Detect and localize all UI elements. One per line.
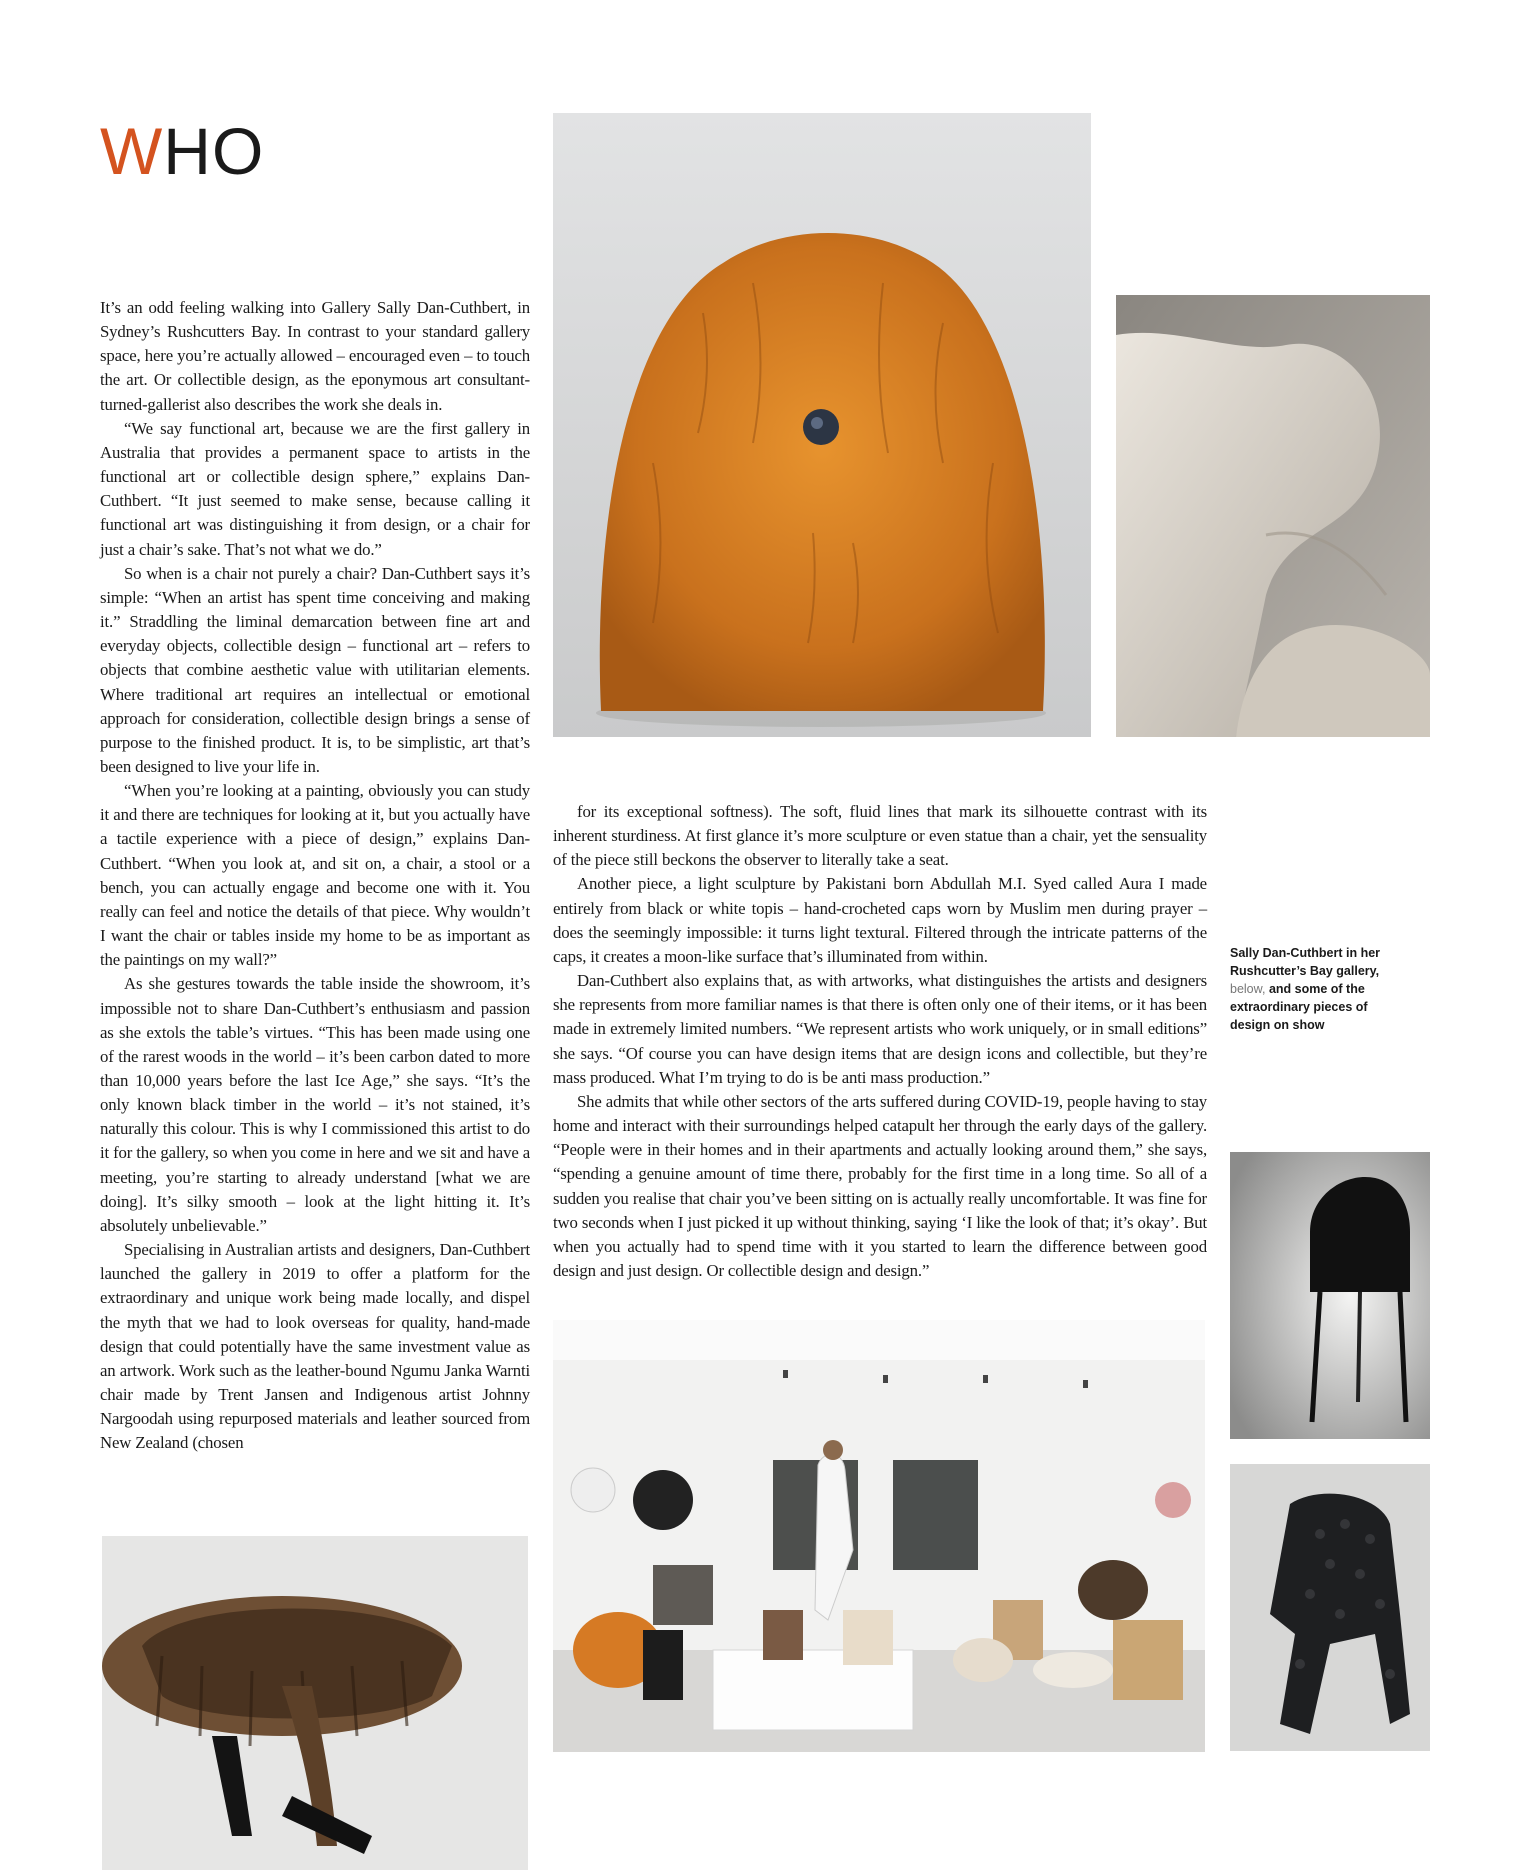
photo-black-metal-table	[1230, 1152, 1430, 1439]
photo-carved-wood-sculpture	[1116, 295, 1430, 737]
photo-gallery-interior	[553, 1320, 1205, 1752]
photo-orange-fur-chair	[553, 113, 1091, 737]
caption-bold-2: and some of the extraordinary pieces of design on show	[1230, 982, 1368, 1032]
photo-caption	[1230, 944, 1400, 1034]
article-paragraph: She admits that while other sectors of the arts suffered during COVID-19, people having to stay home and interact with their surroundings helped catapult her through the early days of the gallery. “People were in their homes and in their apartments and actually looking around them,” she says, “spending a genuine amount of time there, probably for the first time in a long time. So all of a sudden you realise that chair you’ve been sitting on is actually really uncomfortable. It was fine for two seconds when I just picked it up without thinking, saying ‘I like the look of that; it’s okay’. But when you actually had to spend time with it you started to learn the difference between good design and just design. Or collectible design and design.”	[553, 1091, 1207, 1280]
caption-bold-1: Sally Dan-Cuthbert in her Rushcutter’s Bay gallery,	[1230, 946, 1381, 978]
caption-light: below,	[1230, 982, 1266, 996]
heading-rest: HO	[163, 114, 265, 188]
article-paragraph: for its exceptional softness). The soft, fluid lines that mark its silhouette contrast with its inherent sturdiness. At first glance it’s more sculpture or even statue than a chair, yet the sensuality of the piece still beckons the observer to literally take a seat.	[553, 802, 1207, 870]
article-paragraph: “We say functional art, because we are the first gallery in Australia that provides a permanent space to artists in the functional art or collectible design sphere,” explains Dan-Cuthbert. “It just seemed to make sense, because calling it functional art was distinguishing it from design, or a chair for just a chair’s sake. That’s not what we do.”	[100, 418, 530, 559]
article-paragraph: It’s an odd feeling walking into Gallery Sally Dan-Cuthbert, in Sydney’s Rushcutters Bay. In contrast to your standard gallery space, here you’re actually allowed – encouraged even – to touch the art. Or collectible design, as the eponymous art consultant-turned-gallerist also describes the work she deals in.	[100, 298, 530, 414]
article-column-middle	[553, 800, 1207, 1283]
section-heading	[100, 114, 265, 188]
heading-accent-letter: W	[100, 114, 164, 188]
article-paragraph: As she gestures towards the table inside the showroom, it’s impossible not to share Dan-Cuthbert’s enthusiasm and passion as she extols the table’s virtues. “This has been made using one of the rarest woods in the world – it’s been carbon dated to more than 10,000 years before the last Ice Age,” she says. “It’s the only known black timber in the world – it’s not stained, it’s naturally this colour. This is why I commissioned this artist to do it for the gallery, so when you come in here and we sit and have a meeting, you’re starting to already understand [what we are doing]. It’s silky smooth – look at the light hitting it. It’s absolutely unbelievable.”	[100, 974, 530, 1235]
article-paragraph: “When you’re looking at a painting, obviously you can study it and there are techniques for looking at it, but you actually have a tactile experience with a piece of design,” explains Dan-Cuthbert. “When you look at, and sit on, a chair, a stool or a bench, you can actually engage and become one with it. You really can feel and notice the details of that piece. Why wouldn’t I want the chair or tables inside my home to be as important as the paintings on my wall?”	[100, 781, 530, 970]
article-paragraph: Dan-Cuthbert also explains that, as with artworks, what distinguishes the artists and designers she represents from more familiar names is that there is often only one of their items, or it has been made in extremely limited numbers. “We represent artists who work uniquely, or in small editions” she says. “Of course you can have design items that are design icons and collectible, but they’re mass produced. What I’m trying to do is be anti mass production.”	[553, 971, 1207, 1087]
photo-feathered-stool	[102, 1536, 528, 1870]
article-column-left	[100, 296, 530, 1456]
article-paragraph: Another piece, a light sculpture by Pakistani born Abdullah M.I. Syed called Aura I made entirely from black or white topis – hand-crocheted caps worn by Muslim men during prayer – does the seemingly impossible: it turns light textural. Filtered through the intricate patterns of the caps, it creates a moon-like surface that’s illuminated from within.	[553, 874, 1207, 966]
article-paragraph: Specialising in Australian artists and designers, Dan-Cuthbert launched the gallery in 2019 to offer a platform for the extraordinary and unique work being made locally, and dispel the myth that we had to look overseas for quality, hand-made design that could potentially have the same investment value as an artwork. Work such as the leather-bound Ngumu Janka Warnti chair made by Trent Jansen and Indigenous artist Johnny Nargoodah using repurposed materials and leather sourced from New Zealand (chosen	[100, 1240, 530, 1453]
article-paragraph: So when is a chair not purely a chair? Dan-Cuthbert says it’s simple: “When an artist has spent time conceiving and making it.” Straddling the liminal demarcation between fine art and everyday objects, collectible design – functional art – refers to objects that combine aesthetic value with utilitarian elements. Where traditional art requires an intellectual or emotional approach for consideration, collectible design brings a sense of purpose to the finished product. It is, to be simplistic, art that’s been designed to live your life in.	[100, 563, 530, 776]
photo-black-carved-chair	[1230, 1464, 1430, 1751]
